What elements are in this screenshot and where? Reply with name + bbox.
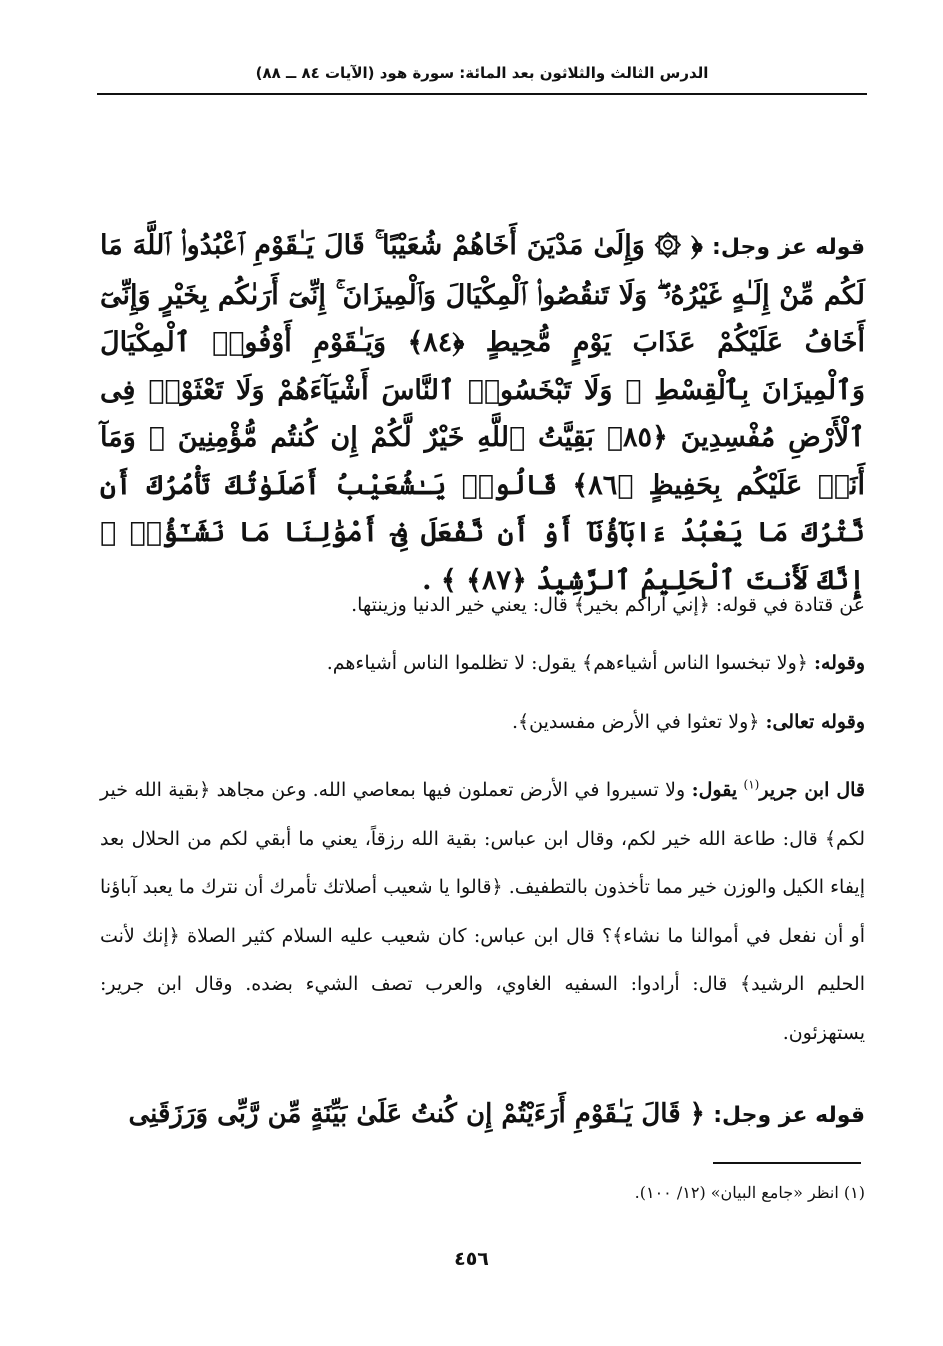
header-rule bbox=[97, 93, 867, 95]
footnote-rule bbox=[713, 1162, 861, 1164]
paragraph-2-text: ﴿ولا تبخسوا الناس أشياءهم﴾ يقول: لا تظلموا الناس أشياءهم. bbox=[326, 652, 808, 674]
page-number: ٤٥٦ bbox=[454, 1248, 489, 1270]
paragraph-2-lead: وقوله: bbox=[813, 652, 865, 674]
paragraph-3-text: ﴿ولا تعثوا في الأرض مفسدين﴾. bbox=[512, 711, 760, 733]
commentary-paragraph-2 bbox=[100, 643, 865, 683]
paragraph-4-text: ولا تسيروا في الأرض تعملون فيها بمعاصي الله. وعن مجاهد ﴿بقية الله خير لكم﴾ قال: طاعة الله خير لكم، وقال ابن عباس: بقية الله رزقاً، يعني ما أبقي لكم من الحلال بعد إيفاء الكيل والوزن خير مما تأخذون بالتطفيف. ﴿قالوا يا شعيب أصلاتك تأمرك أن نترك ما يعبد آباؤنا أو أن نفعل في أموالنا ما نشاء﴾؟ قال ابن عباس: كان شعيب عليه السلام كثير الصلاة ﴿إنك لأنت الحليم الرشيد﴾ قال: أرادوا: السفيه الغاوي، والعرب تصف الشيء بضده. وقال ابن جرير: يستهزئون. bbox=[100, 779, 865, 1044]
quran-2-verse: ﴿ قَالَ يَـٰقَوْمِ أَرَءَيْتُمْ إِن كُنتُ عَلَىٰ بَيِّنَةٍ مِّن رَّبِّى وَرَزَقَنِى bbox=[128, 1099, 705, 1129]
paragraph-4-lead: قال ابن جرير bbox=[759, 779, 866, 801]
quran-passage-2 bbox=[100, 1092, 865, 1138]
footnote-ref-1[interactable]: (١) bbox=[743, 777, 760, 792]
paragraph-3-lead: وقوله تعالى: bbox=[765, 711, 865, 733]
commentary-paragraph-1: عن قتادة في قوله: ﴿إني آراكم بخير﴾ قال: يعني خير الدنيا وزينتها. bbox=[351, 594, 865, 616]
running-header: الدرس الثالث والثلاثون بعد المائة: سورة هود (الآيات ٨٤ ــ ٨٨) bbox=[255, 64, 709, 82]
quran-lead: قوله عز وجل: bbox=[712, 235, 865, 260]
commentary-paragraph-3 bbox=[100, 702, 865, 742]
paragraph-4-lead-2: يقول: bbox=[691, 779, 738, 801]
commentary-paragraph-4 bbox=[100, 766, 865, 1057]
quran-passage bbox=[100, 222, 865, 604]
quran-verses: ﴿ ۞ وَإِلَىٰ مَدْيَنَ أَخَاهُمْ شُعَيْبًا ۚ قَالَ يَـٰقَوْمِ ٱعْبُدُوا۟ ٱللَّهَ مَا لَكُم مِّنْ إِلَـٰهٍ غَيْرُهُۥ ۖ وَلَا تَنقُصُوا۟ ٱلْمِكْيَالَ وَٱلْمِيزَانَ ۚ إِنِّىٓ أَرَىٰكُم بِخَيْرٍ وَإِنِّىٓ أَخَافُ عَلَيْكُمْ عَذَابَ يَوْمٍ مُّحِيطٍ ﴿٨٤﴾ وَيَـٰقَوْمِ أَوْفُوا۟ ٱلْمِكْيَالَ وَٱلْمِيزَانَ بِٱلْقِسْطِ ۖ وَلَا تَبْخَسُوا۟ ٱلنَّاسَ أَشْيَآءَهُمْ وَلَا تَعْثَوْا۟ فِى ٱلْأَرْضِ مُفْسِدِينَ ﴿٨٥﴾ بَقِيَّتُ ٱللَّهِ خَيْرٌ لَّكُمْ إِن كُنتُم مُّؤْمِنِينَ ۚ وَمَآ أَنَا۠ عَلَيْكُم بِحَفِيظٍ ﴿٨٦﴾ قَالُوا۟ يَـٰشُعَيْبُ أَصَلَوٰتُكَ تَأْمُرُكَ أَن نَّتْرُكَ مَا يَعْبُدُ ءَابَآؤُنَآ أَوْ أَن نَّفْعَلَ فِىٓ أَمْوَٰلِنَا مَا نَشَـٰٓؤُا۟ ۖ إِنَّكَ لَأَنتَ ٱلْحَلِيمُ ٱلرَّشِيدُ ﴿٨٧﴾ ﴾ . bbox=[100, 230, 866, 596]
quran-2-lead: قوله عز وجل: bbox=[713, 1103, 865, 1128]
footnote-1: (١) انظر «جامع البيان» (١٢/ ١٠٠). bbox=[634, 1183, 865, 1202]
